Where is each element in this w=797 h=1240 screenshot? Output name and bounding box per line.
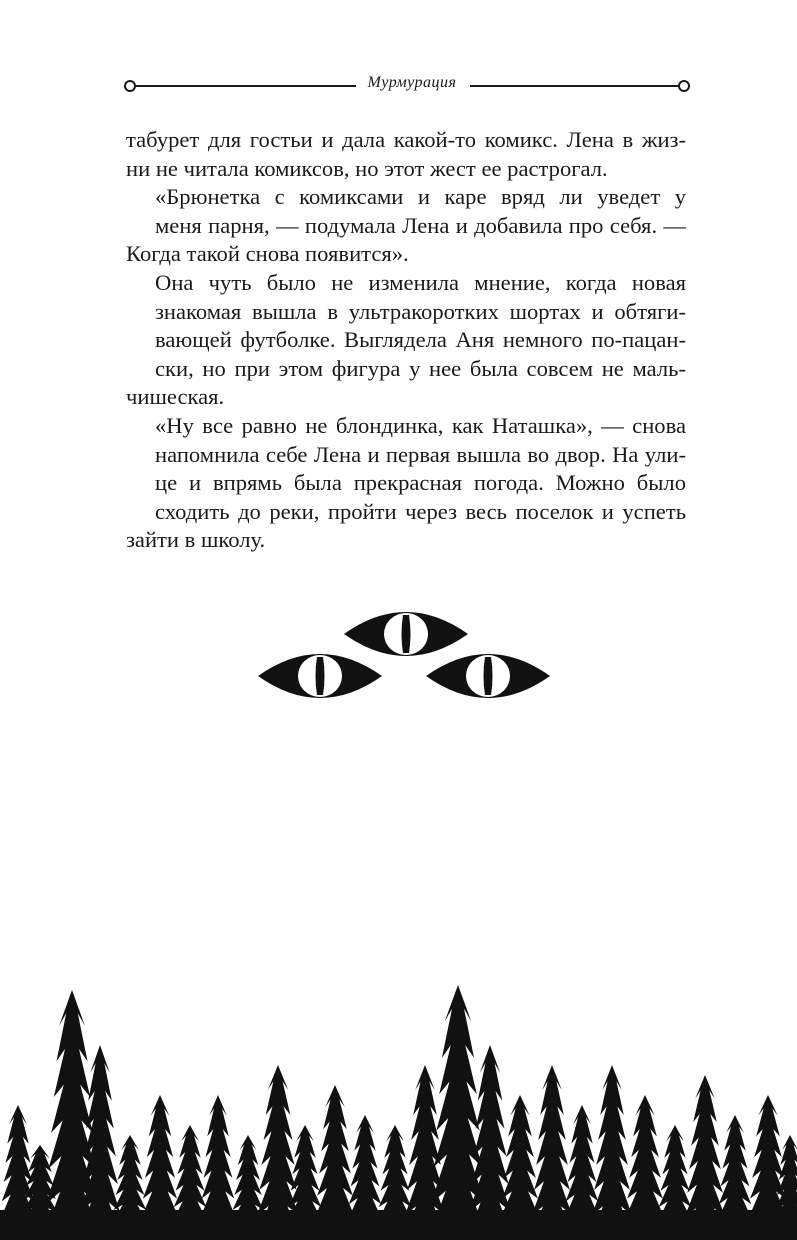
text-line: напомнила себе Лена и первая вышла во двор. На ули- — [155, 441, 686, 467]
paragraph — [126, 183, 686, 269]
text-line: Когда такой снова появится». — [126, 241, 409, 267]
header-rule-right — [470, 85, 684, 87]
text-line: табурет для гостьи и дала какой-то комикс. Лена в жиз- — [126, 127, 686, 152]
eye-right — [426, 654, 550, 698]
text-line: Она чуть было не изменила мнение, когда новая — [155, 269, 686, 295]
forest-silhouette — [0, 985, 797, 1240]
running-title: Мурмурация — [367, 74, 457, 91]
text-line: знакомая вышла в ультракоротких шортах и обтяги- — [155, 298, 686, 324]
paragraph — [126, 126, 686, 183]
text-line: «Ну все равно не блондинка, как Наташка», — снова — [155, 412, 686, 438]
text-line: ски, но при этом фигура у нее была совсем не маль- — [155, 355, 686, 381]
header-ornament-right — [678, 80, 690, 92]
running-header — [124, 72, 690, 100]
text-line: «Брюнетка с комиксами и каре вряд ли уведет у — [155, 184, 686, 210]
text-line: чишеская. — [126, 384, 225, 410]
paragraph — [126, 412, 686, 555]
text-line: це и впрямь была прекрасная погода. Можно было — [155, 470, 686, 496]
text-line: вающей футболке. Выглядела Аня немного по-пацан- — [155, 327, 686, 353]
text-line: сходить до реки, пройти через весь поселок и успеть — [155, 498, 686, 524]
text-line: зайти в школу. — [126, 527, 266, 553]
text-line: меня парня, — подумала Лена и добавила про себя. — — [155, 212, 686, 238]
header-rule-left — [134, 85, 356, 87]
body-text — [126, 126, 686, 555]
eye-left — [258, 654, 382, 698]
cat-eyes-icon — [256, 604, 552, 704]
eye-top — [344, 612, 468, 656]
paragraph — [126, 269, 686, 412]
text-line: ни не читала комиксов, но этот жест ее растрогал. — [126, 155, 608, 181]
